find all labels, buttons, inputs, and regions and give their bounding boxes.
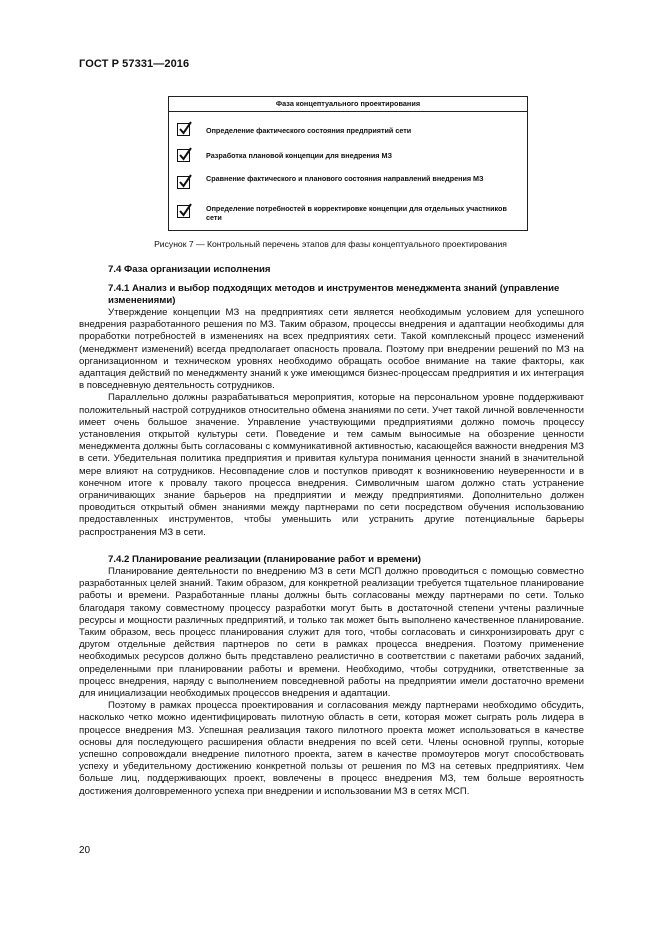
section-7-4-1-body bbox=[79, 307, 584, 539]
section-heading-text: 7.4.1 Анализ и выбор подходящих методов и инструментов менеджмента знаний (управление изменениями) bbox=[108, 283, 560, 307]
checklist-item-text: Разработка плановой концепции для внедрения МЗ bbox=[206, 151, 392, 160]
checkbox-checked-icon bbox=[177, 123, 190, 136]
checklist-item-text: Сравнение фактического и планового состояния направлений внедрения МЗ bbox=[206, 174, 484, 183]
checkbox-checked-icon bbox=[177, 205, 190, 218]
checklist-item-text: Определение потребностей в корректировке концепции для отдельных участников сети bbox=[206, 204, 507, 222]
section-heading-7-4-1 bbox=[79, 283, 584, 307]
standard-header: ГОСТ Р 57331—2016 bbox=[79, 58, 190, 70]
checkbox-checked-icon bbox=[177, 176, 190, 189]
page-number: 20 bbox=[79, 845, 91, 856]
figure-title: Фаза концептуального проектирования bbox=[169, 97, 527, 112]
paragraph: Планирование деятельности по внедрению МЗ в сети МСП должно проводиться с помощью совместно разработанных целей знаний. Таким образом, для конкретной реализации требуется тщательное планирование работы и времени. Разработанные планы должны быть согласованы между партнерами по сети. Только благодаря такому совместному процессу разработки могут быть в достаточной степени учтены различные ресурсы и мощности различных предприятий, и только так может быть выполнено качественное планирование. Таким образом, весь процесс планирования служит для того, чтобы согласовать и синхронизировать друг с другом отдельные действия партнеров по сети в рамках процесса внедрения. Поэтому применение необходимых ресурсов должно быть представлено реалистично в соответствии с пакетами рабочих заданий, определенными при планировании работы и времени. Необходимо, чтобы сотрудники, ответственные за процесс внедрения, наряду с выполнением повседневной работы на предприятии имели достаточно времени для инициализации необходимых процессов внедрения и адаптации. bbox=[79, 566, 584, 700]
paragraph: Параллельно должны разрабатываться мероприятия, которые на персональном уровне поддерживают положительный настрой сотрудников относительно обмена знаниями по сети. Учет такой личной вовлеченности имеет очень большое значение. Управление участвующими предприятиями должно помочь процессу установления открытой культуры сети. Поведение и тем самым выносимые на обозрение ценности менеджмента должны быть согласованы с коммуникативной активностью, касающейся важности внедрения МЗ в сети. Убедительная политика предприятия и привитая культура понимания ценности знаний в значительной мере влияют на сотрудников. Несовпадение слов и поступков приводят к возникновению неуверенности и в конечном итоге к провалу такого процесса внедрения. Символичным шагом должно стать устранение ограничивающих знание барьеров на предприятии и между предприятиями. Дополнительно должен проводиться открытый обмен знаниями между партнерами по сети посредством обучения использованию предоставленных инструментов, чтобы уменьшить или устранить другие потенциальные барьеры распространения МЗ в сети. bbox=[79, 392, 584, 538]
checklist-item-text: Определение фактического состояния предприятий сети bbox=[206, 126, 412, 135]
section-7-4-2-body bbox=[79, 566, 584, 798]
checklist-figure bbox=[168, 96, 528, 231]
figure-caption: Рисунок 7 — Контрольный перечень этапов для фазы концептуального проектирования bbox=[154, 239, 507, 249]
section-heading-text: 7.4.2 Планирование реализации (планирование работ и времени) bbox=[108, 554, 421, 565]
checkbox-checked-icon bbox=[177, 149, 190, 162]
section-heading-7-4: 7.4 Фаза организации исполнения bbox=[108, 264, 271, 275]
paragraph: Утверждение концепции МЗ на предприятиях сети является необходимым условием для успешного внедрения разработанного решения по МЗ. Таким образом, процессы внедрения и адаптации необходимы для проработки потребностей в изменениях на всех предприятиях сети. Такой комплексный процесс изменений (менеджмент изменений) всегда предполагает опасность провала. Поэтому при внедрении решений по МЗ на организационном и техническом уровнях необходимо обращать особое внимание на такие факторы, как адаптация действий по менеджменту знаний к уже имеющимся бизнес-процессам предприятия и их интеграция в повседневную деятельность сотрудников. bbox=[79, 307, 584, 392]
section-heading-7-4-2 bbox=[79, 554, 584, 566]
paragraph: Поэтому в рамках процесса проектирования и согласования между партнерами необходимо обсудить, насколько четко можно идентифицировать пилотную область в сети, которая может сыграть роль лидера в процессе внедрения МЗ. Успешная реализация такого пилотного проекта может использоваться в качестве основы для последующего расширения области внедрения по всей сети. Члены основной группы, которые успешно сопровождали внедрение пилотного проекта, затем в качестве промоутеров могут способствовать успеху и убедительному достижению конкретной пользы от решения по МЗ на сетевых предприятиях. Чем больше лиц, поддерживающих проект, вовлечены в процесс внедрения МЗ, тем больше вероятность достижения долговременного успеха при внедрении и использовании МЗ в сетях МСП. bbox=[79, 700, 584, 797]
